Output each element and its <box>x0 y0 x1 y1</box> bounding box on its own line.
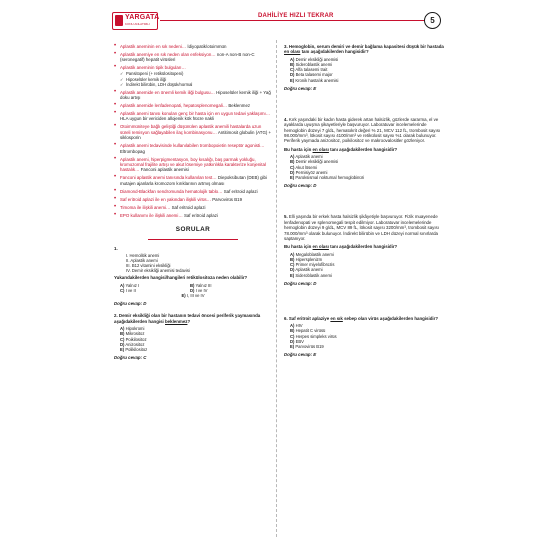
question-stem: 3. Hemoglobin, serum demiri ve demir bağlama kapasitesi düşük bir hastada en olası tanı aşağıdakilerden hangisidir? <box>284 44 444 55</box>
bullet-item: • Aplastik anemide en önemli kemik iliği bulgusu… Hiposelüler kemik iliği + Yağ doku artışı <box>114 90 272 101</box>
logo-text: YARGATA <box>125 14 160 21</box>
questions-heading: SORULAR <box>175 226 211 234</box>
bullet-item: • EPO kullanımı ile ilişkili anemi… Saf eritroid aplazi <box>114 213 272 218</box>
option-b[interactable]: B) Demir eksikliği anemisi <box>290 159 339 165</box>
bullet-item: • Aplastik aneminin en sık nedeni… İdiyopatik/otoimmün <box>114 44 272 49</box>
option-c[interactable]: C) Alfa talasemi trait <box>290 67 328 73</box>
finding-item: ✓ Pansitopeni (+ retikülositopeni) <box>114 71 272 76</box>
logo-subtitle: KONU ANLATIMLI <box>125 22 150 26</box>
question-stem: Yukarıdakilerden hangisi/hangileri retikülositoza neden olabilir? <box>114 275 248 281</box>
bullet-item: • Aplastik anemide lenfadenopati, hepatosplenomegali… Beklenmez <box>114 103 272 108</box>
column-divider <box>276 40 277 537</box>
bullet-item: • Aplastik anemi tedavisinde kullanılabilen trombopoietin reseptör agonisti… Eltrombopag <box>114 143 272 154</box>
option-c[interactable]: C) I ve II <box>120 288 136 293</box>
answer-key: Doğru cevap: D <box>114 301 147 307</box>
option-b[interactable]: B) Sideroblastik anemi <box>290 62 333 68</box>
option-d[interactable]: D) I ve IV <box>190 288 208 293</box>
bullet-item: • Aplastik anemi tanısı konulan genç bir hasta için en uygun tedavi yaklaşımı… HLA uygun bir vericiden allojenik kök hücre nakli <box>114 111 272 122</box>
statement-item: I. Hemolitik anemi <box>126 252 160 258</box>
option-c[interactable]: C) Poikilositoz <box>120 336 147 342</box>
option-c[interactable]: C) Akut lösemi <box>290 164 318 170</box>
option-e[interactable]: E) Sideroblastik anemi <box>290 272 332 278</box>
statement-item: II. Aplastik anemi <box>126 257 158 263</box>
option-b[interactable]: B) Mikrositoz <box>120 331 145 337</box>
questions-heading-rule <box>148 239 238 240</box>
bullet-item: • Saf eritroid aplazi ile en yakından ilişkili virüs… Parvovirüs B19 <box>114 197 272 202</box>
left-column <box>114 44 272 367</box>
answer-key: Doğru cevap: C <box>114 355 147 361</box>
option-a[interactable]: A) Yalnız I <box>120 282 140 288</box>
option-b[interactable]: B) Yalnız III <box>190 282 212 288</box>
question-stem: 6. Saf eritroit aplaziye en sık sebep olan virüs aşağıdakilerden hangisidir? <box>284 315 439 321</box>
case-text: 5. Elli yaşında bir erkek hasta halsizlik şikâyetiyle başvuruyor. Fizik muayenede lenfadenopati ve splenomegali tespit edilmiyor. Laboratuvar incelemelerinde hemoglobin düzeyi 9 g/dL, MCV 89 fL, lökosit sayısı 3200/mm³, trombosit sayısı 78.000/mm³ olarak bulunuyor. İndirekt bilirübin ve LDH düzeyi normal sınırlarda saptanıyor. <box>284 214 439 241</box>
option-a[interactable]: A) Demir eksikliği anemisi <box>290 56 339 62</box>
header-rule <box>160 20 428 21</box>
option-d[interactable]: D) Aplastik anemi <box>290 267 323 273</box>
option-a[interactable]: A) HIV <box>290 323 303 329</box>
page-number: 5 <box>424 12 441 29</box>
option-d[interactable]: D) Anizositoz <box>120 341 145 347</box>
question-stem: Bu hasta için en olası tanı aşağıdakilerden hangisidir? <box>284 244 398 250</box>
question-stem: Bu hasta için en olası tanı aşağıdakilerden hangisidir? <box>284 146 398 152</box>
option-e[interactable]: E) Polikilositoz <box>120 347 148 353</box>
question-number: 1. <box>114 246 118 252</box>
answer-key: Doğru cevap: D <box>284 280 317 286</box>
bullet-item: • Aplastik anemi, hiperpigmentasyon, boy kısalığı, baş parmak yokluğu, kromozomal frajilite artışı ve akut lösemiye yatkınlıkla karakterize konjenital hastalık… Fanconi aplastik anemisi <box>114 157 272 173</box>
answer-key: Doğru cevap: E <box>284 352 317 358</box>
option-a[interactable]: A) Megaloblastik anemi <box>290 251 334 257</box>
bullet-item: • Otoimmüniteye bağlı geliştiği düşünülen aplastik anemili hastalarda uzun süreli remisyon sağlayabilen ilaç kombinasyonu… Antitimosit globulin (ATG) + siklosporin <box>114 124 272 140</box>
option-e[interactable]: E) I, III ve IV <box>181 293 205 299</box>
finding-item: ✓ Hiposelüler kemik iliği <box>114 77 272 82</box>
bullet-item: • Timoma ile ilişkili anemi… Saf eritroid aplazi <box>114 205 272 210</box>
option-b[interactable]: B) Hepatit C virüsü <box>290 328 326 334</box>
statement-item: IV. Demir eksikliği anemisi tedavisi <box>126 268 190 274</box>
section-title: DAHİLİYE HIZLI TEKRAR <box>258 13 334 19</box>
option-a[interactable]: A) Hipokromi <box>120 326 145 332</box>
right-column <box>284 44 444 364</box>
option-d[interactable]: D) Pernisiyöz anemi <box>290 169 328 175</box>
option-d[interactable]: D) Beta talasemi major <box>290 72 333 78</box>
finding-item: ✓ İndirekt bilirübin, LDH düşük/normal <box>114 82 272 87</box>
option-c[interactable]: C) Herpes simpleks virüs <box>290 333 337 339</box>
bullet-item: • Diamond-Blackfan sendromunda hematolojik tablo… Saf eritroid aplazi <box>114 189 272 194</box>
option-a[interactable]: A) Aplastik anemi <box>290 154 323 160</box>
option-e[interactable]: E) Parvovirüs B19 <box>290 343 324 349</box>
option-e[interactable]: E) Paroksismal nokturnal hemoglobinüri <box>290 175 365 181</box>
case-text: 4. Kırk yaşındaki bir kadın hasta giderek artan halsizlik, gözlerde sararma, el ve ayaklarda uyuşma şikayetleriyle başvuruyor. Laboratuvar incelemelerinde hemoglobin düzeyi 7 g/dL, hematokrit değeri % 21, MCV 112 fL, trombosit sayısı 98.000/mm³, lökosit sayısı 4100/mm³ ve retikülosit sayısı %1 olarak bulunuyor. Periferik yaymada anizositoz, poikilositoz ve makroovalositler gözleniyor. <box>284 116 441 144</box>
logo-mark-icon <box>115 15 123 26</box>
option-d[interactable]: D) EBV <box>290 338 304 344</box>
bullet-item: • Fanconi aplastik anemi tanısında kullanılan test… Diepoksibutan (DEB) gibi mutajen ajanlarla kromozom kırıklarının artmış olması <box>114 175 272 186</box>
bullet-item: • Aplastik aneminin tipik bulguları… <box>114 65 272 70</box>
answer-key: Doğru cevap: D <box>284 183 317 189</box>
option-b[interactable]: B) Hipersplenizm <box>290 256 323 262</box>
statement-item: III. B12 vitamini eksikliği <box>126 262 171 268</box>
option-e[interactable]: E) Kronik hastalık anemisi <box>290 77 339 83</box>
publisher-logo <box>112 12 158 30</box>
answer-key: Doğru cevap: E <box>284 85 317 91</box>
option-c[interactable]: C) Primer miyelofibrozis <box>290 262 335 268</box>
bullet-item: • Aplastik anemiye en sık neden olan enfeksiyon… non-A non-B non-C (seronegatif) hepatit virüsleri <box>114 52 272 63</box>
question-stem: 2. Demir eksikliği olan bir hastanın tedavi öncesi periferik yaymasında aşağıdakilerden hangisi beklenmez? <box>114 313 261 324</box>
